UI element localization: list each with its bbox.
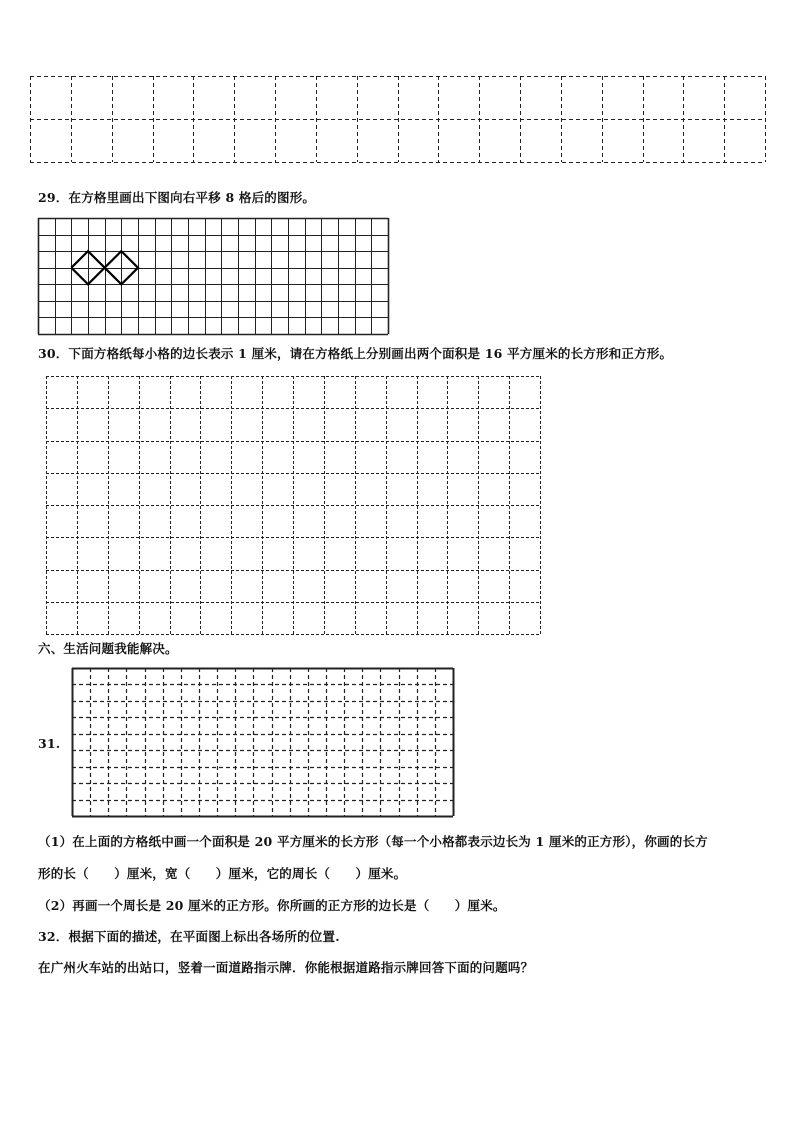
question-31-part1-line2: 形的长（ ）厘米，宽（ ）厘米，它的周长（ ）厘米。: [38, 866, 407, 881]
q31-dashed-grid[interactable]: [72, 668, 453, 816]
q29-solid-grid[interactable]: [38, 218, 388, 334]
top-writing-grid: [30, 76, 765, 162]
question-31-part2: （2）再画一个周长是 20 厘米的正方形。你所画的正方形的边长是（ ）厘米。: [38, 898, 506, 913]
question-31-part1-line1: （1）在上面的方格纸中画一个面积是 20 平方厘米的长方形（每一个小格都表示边长为 1 厘米的正方形），你画的长方: [38, 834, 708, 849]
section-6-title: 六、生活问题我能解决。: [38, 641, 178, 656]
question-30-text: 30．下面方格纸每小格的边长表示 1 厘米，请在方格纸上分别画出两个面积是 16 平方厘米的长方形和正方形。: [38, 346, 673, 361]
q30-dashed-grid[interactable]: [46, 376, 540, 634]
question-32-text: 32．根据下面的描述，在平面图上标出各场所的位置.: [38, 929, 340, 944]
question-29-text: 29．在方格里画出下图向右平移 8 格后的图形。: [38, 190, 316, 205]
q29-shape: [71, 251, 138, 284]
question-32-line2: 在广州火车站的出站口，竖着一面道路指示牌．你能根据道路指示牌回答下面的问题吗？: [38, 960, 534, 975]
question-31-number: 31.: [38, 736, 61, 751]
